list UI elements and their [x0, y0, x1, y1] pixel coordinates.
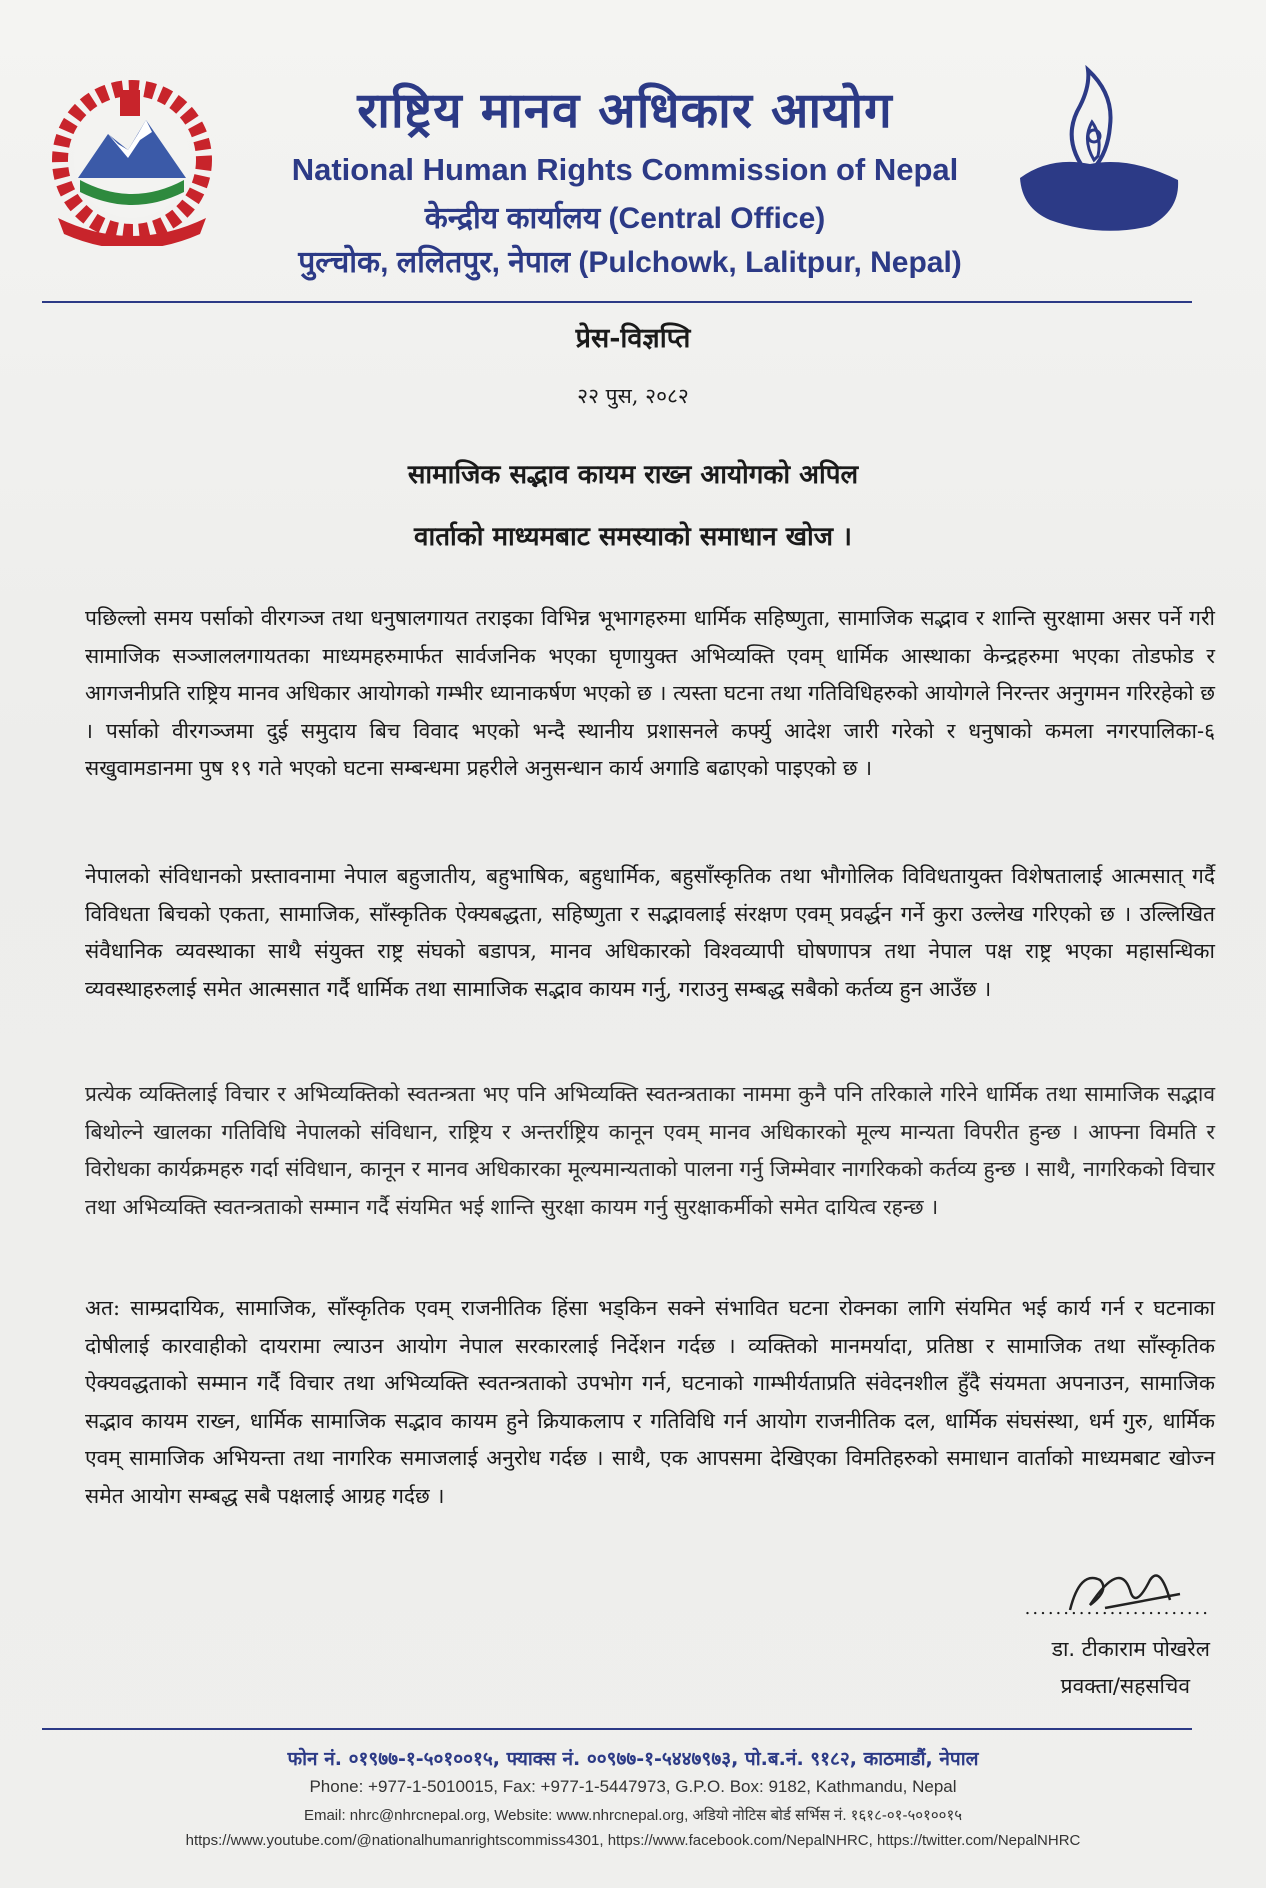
footer-contact-nepali: फोन नं. ०१९७७-१-५०१००१५, फ्याक्स नं. ००९७७-१-५४४७९७३, पो.ब.नं. ९१८२, काठमाडौं, नेपाल [287, 1748, 979, 1770]
nhrc-flame-map-logo-icon [1010, 60, 1185, 245]
footer-contact-english: Phone: +977-1-5010015, Fax: +977-1-5447973, G.P.O. Box: 9182, Kathmandu, Nepal [309, 1777, 957, 1796]
header-divider [42, 301, 1192, 303]
document-type-label: प्रेस-विज्ञप्ति [575, 323, 691, 354]
headline-1: सामाजिक सद्भाव कायम राख्न आयोगको अपिल [407, 460, 859, 490]
signatory-name: डा. टीकाराम पोखरेल [1051, 1637, 1210, 1661]
body-paragraph-4: अत: साम्प्रदायिक, सामाजिक, साँस्कृतिक एवम् राजनीतिक हिंसा भड्किन सक्ने संभावित घटना रोक्नका लागि संयमित भई कार्य गर्न र घटनाका दोषीलाई कारवाहीको दायरामा ल्याउन आयोग नेपाल सरकारलाई निर्देशन गर्दछ । व्यक्तिको मानमर्यादा, प्रतिष्ठा र सामाजिक तथा साँस्कृतिक ऐक्यवद्धताको सम्मान गर्दै विचार तथा अभिव्यक्ति स्वतन्त्रताको उपभोग गर्न, घटनाको गाम्भीर्यताप्रति संवेदनशील हुँदै संयमता अपनाउन, सामाजिक सद्भाव कायम राख्न, धार्मिक सामाजिक सद्भाव कायम हुने क्रियाकलाप र गतिविधि गर्न आयोग राजनीतिक दल, धार्मिक संघसंस्था, धर्म गुरु, धार्मिक एवम् सामाजिक अभियन्ता तथा नागरिक समाजलाई अनुरोध गर्दछ । साथै, एक आपसमा देखिएका विमतिहरुको समाधान वार्ताको माध्यमबाट खोज्न समेत आयोग सम्बद्ध सबै पक्षलाई आग्रह गर्दछ । [85, 1296, 1215, 1508]
commission-title-english: National Human Rights Commission of Nepal [291, 152, 959, 187]
body-paragraph-2: नेपालको संविधानको प्रस्तावनामा नेपाल बहुजातीय, बहुभाषिक, बहुधार्मिक, बहुसाँस्कृतिक तथा भौगोलिक विविधतायुक्त विशेषतालाई आत्मसात् गर्दै विविधता बिचको एकता, सामाजिक, साँस्कृतिक ऐक्यबद्धता, सहिष्णुता र सद्भावलाई संरक्षण एवम् प्रवर्द्धन गर्ने कुरा उल्लेख गरिएको छ । उल्लिखित संवैधानिक व्यवस्थाका साथै संयुक्त राष्ट्र संघको बडापत्र, मानव अधिकारको विश्वव्यापी घोषणापत्र तथा नेपाल पक्ष राष्ट्र भएका महासन्धिका व्यवस्थाहरुलाई समेत आत्मसात गर्दै धार्मिक तथा सामाजिक सद्भाव कायम गर्नु, गराउनु सम्बद्ध सबैको कर्तव्य हुन आउँछ । [85, 864, 1215, 1001]
commission-title-nepali: राष्ट्रिय मानव अधिकार आयोग [357, 82, 893, 139]
footer-divider [42, 1728, 1192, 1730]
document-date: २२ पुस, २०८२ [577, 384, 689, 408]
body-paragraph-3: प्रत्येक व्यक्तिलाई विचार र अभिव्यक्तिको स्वतन्त्रता भए पनि अभिव्यक्ति स्वतन्त्रताका नाममा कुनै पनि तरिकाले गरिने धार्मिक तथा सामाजिक सद्भाव बिथोल्ने खालका गतिविधि नेपालको संविधान, राष्ट्रिय र अन्तर्राष्ट्रिय कानून एवम् मानव अधिकारको मूल्य मान्यता विपरीत हुन्छ । आफ्ना विमति र विरोधका कार्यक्रमहरु गर्दा संविधान, कानून र मानव अधिकारका मूल्यमान्यताको पालना गर्नु जिम्मेवार नागरिकको कर्तव्य हुन्छ । साथै, नागरिकको विचार तथा अभिव्यक्ति स्वतन्त्रताको सम्मान गर्दै संयमित भई शान्ति सुरक्षा कायम गर्नु सुरक्षाकर्मीको समेत दायित्व रहन्छ । [85, 1082, 1215, 1219]
footer-email-website: Email: nhrc@nhrcnepal.org, Website: www.nhrcnepal.org, अडियो नोटिस बोर्ड सर्भिस नं. १६१८-०१-५०१००१५ [303, 1807, 963, 1824]
office-address: पुल्चोक, ललितपुर, नेपाल (Pulchowk, Lalitpur, Nepal) [298, 246, 962, 279]
office-name: केन्द्रीय कार्यालय (Central Office) [424, 202, 826, 235]
footer-social-links: https://www.youtube.com/@nationalhumanrightscommiss4301, https://www.facebook.com/NepalNHRC, https://twitter.com/NepalNHRC [185, 1832, 1081, 1849]
signature-line: ........................ [1024, 1598, 1210, 1619]
signatory-title: प्रवक्ता/सहसचिव [1060, 1674, 1190, 1698]
headline-2: वार्ताको माध्यमबाट समस्याको समाधान खोज । [414, 522, 852, 552]
body-paragraph-1: पछिल्लो समय पर्साको वीरगञ्ज तथा धनुषालगायत तराइका विभिन्न भूभागहरुमा धार्मिक सहिष्णुता, सामाजिक सद्भाव र शान्ति सुरक्षामा असर पर्ने गरी सामाजिक सञ्जाललगायतका माध्यमहरुमार्फत सार्वजनिक भएका घृणायुक्त अभिव्यक्ति एवम् धार्मिक आस्थाका केन्द्रहरुमा भएका तोडफोड र आगजनीप्रति राष्ट्रिय मानव अधिकार आयोगको गम्भीर ध्यानाकर्षण भएको छ । त्यस्ता घटना तथा गतिविधिहरुको आयोगले निरन्तर अनुगमन गरिरहेको छ । पर्साको वीरगञ्जमा दुई समुदाय बिच विवाद भएको भन्दै स्थानीय प्रशासनले कर्फ्यु आदेश जारी गरेको र धनुषाको कमला नगरपालिका-६ सखुवामडानमा पुष १९ गते भएको घटना सम्बन्धमा प्रहरीले अनुसन्धान कार्य अगाडि बढाएको पाइएको छ । [85, 606, 1215, 780]
nepal-coat-of-arms-icon [28, 68, 236, 246]
